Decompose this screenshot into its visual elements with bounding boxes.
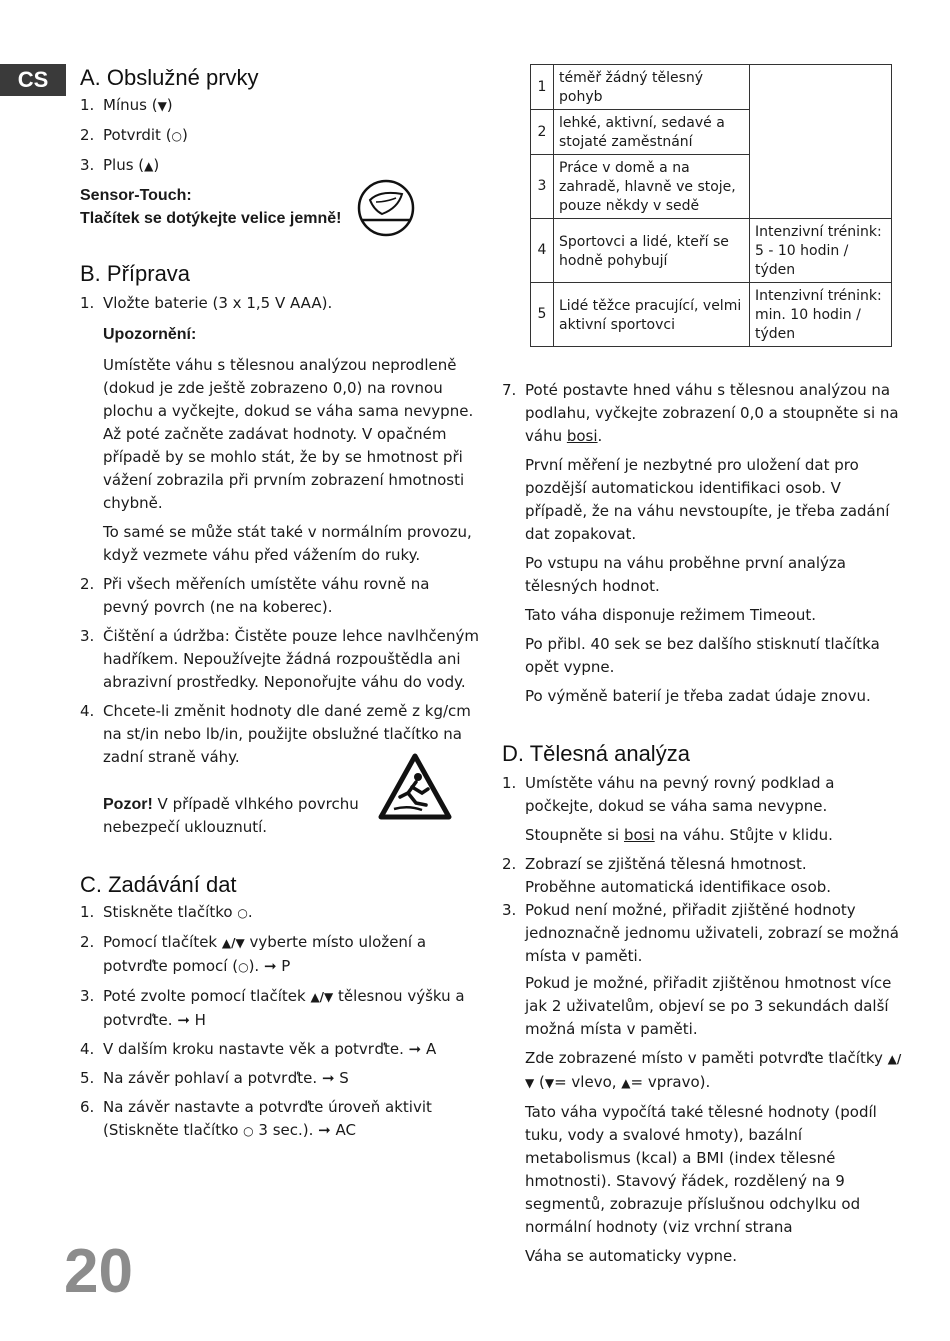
paragraph: Po vstupu na váhu proběhne první analýza tělesných hodnot.: [525, 554, 846, 595]
paragraph: První měření je nezbytné pro uložení dat pro pozdější automatickou identifikaci osob. V případě, že na váhu nevstoupíte, je třeba zadání dat zopakovat.: [525, 456, 890, 543]
paragraph: Proběhne automatická identifikace osob.: [525, 878, 832, 896]
table-row: 2 lehké, aktivní, sedavé a stojaté zaměstnání: [531, 110, 892, 155]
left-column: [80, 64, 480, 1143]
up-down-symbol-icon: ▲/▼: [525, 1052, 902, 1090]
list-item: 7. Poté postavte hned váhu s tělesnou analýzou na podlahu, vyčkejte zobrazení 0,0 a stoupněte si na váhu bosi.: [502, 381, 899, 445]
paragraph: Po přibl. 40 sek se bez dalšího stisknutí tlačítka opět vypne.: [525, 635, 880, 676]
list-item: 1. Mínus (▼): [80, 96, 173, 114]
plus-symbol-icon: ▲: [144, 159, 154, 173]
confirm-symbol-icon: ○: [238, 960, 249, 974]
page-number: 20: [64, 1237, 133, 1306]
touch-sensor-icon: [356, 178, 416, 238]
language-tag: CS: [0, 64, 66, 96]
paragraph: Váha se automaticky vypne.: [525, 1247, 737, 1265]
table-row: 5 Lidé těžce pracující, velmi aktivní sportovci Intenzivní trénink: min. 10 hodin / týden: [531, 283, 892, 347]
paragraph: Tato váha vypočítá také tělesné hodnoty (podíl tuku, vody a svalové hmoty), bazální metabolismus (kcal) a BMI (index tělesné hmotnosti). Stavový řádek, rozdělený na 9 segmentů, zobrazuje příslušnou odchylku od normální hodnoty (viz vrchní strana: [525, 1103, 877, 1236]
table-row: 4 Sportovci a lidé, kteří se hodně pohybují Intenzivní trénink: 5 - 10 hodin / týden: [531, 219, 892, 283]
list-item: 2. Při všech měřeních umístěte váhu rovně na pevný povrch (ne na koberec).: [80, 575, 430, 616]
warning-label: Upozornění:: [103, 326, 197, 343]
slippery-warning-icon: [378, 753, 452, 821]
caution-label: Pozor!: [103, 796, 153, 813]
list-item: 6. Na závěr nastavte a potvrďte úroveň aktivit (Stiskněte tlačítko ○ 3 sec.). ➞ AC: [80, 1098, 432, 1139]
list-item: 3. Čištění a údržba: Čistěte pouze lehce navlhčeným hadříkem. Nepoužívejte žádná rozpouštědla ani abrazivní prostředky. Neponořujte váhu do vody.: [80, 627, 479, 691]
list-item: 5. Na závěr pohlaví a potvrďte. ➞ S: [80, 1069, 349, 1087]
sensor-touch-note: Sensor-Touch: Tlačítek se dotýkejte velice jemně!: [80, 184, 480, 238]
up-down-symbol-icon: ▲/▼: [221, 936, 245, 950]
paragraph: Stoupněte si bosi na váhu. Stůjte v klidu.: [525, 826, 833, 844]
table-row: 1 téměř žádný tělesný pohyb: [531, 65, 892, 110]
minus-symbol-icon: ▼: [157, 99, 167, 113]
paragraph: Tato váha disponuje režimem Timeout.: [525, 606, 816, 624]
list-item: 1. Stiskněte tlačítko ○.: [80, 903, 253, 921]
list-item: 4. V dalším kroku nastavte věk a potvrďte. ➞ A: [80, 1040, 437, 1058]
up-down-symbol-icon: ▲/▼: [310, 990, 334, 1004]
list-item: 2. Potvrdit (○): [80, 126, 188, 144]
activity-level-table: [530, 64, 892, 347]
warning-paragraph: Umístěte váhu s tělesnou analýzou neprodleně (dokud je zde ještě zobrazeno 0,0) na rovnou plochu a vyčkejte, dokud se váha sama nevypne. Až poté začněte zadávat hodnoty. V opačném případě by se mohlo stát, že by se hmotnost při vážení zobrazila při prvním zobrazení hmotnosti chybně.: [103, 356, 474, 512]
section-c-title: C. Zadávání dat: [80, 872, 237, 897]
caution-note: Pozor! V případě vlhkého povrchu nebezpečí uklouznutí.: [80, 793, 480, 839]
confirm-symbol-icon: ○: [243, 1124, 254, 1138]
list-item: 1. Vložte baterie (3 x 1,5 V AAA).: [80, 294, 333, 312]
list-item: 2. Zobrazí se zjištěná tělesná hmotnost.: [502, 855, 807, 873]
warning-paragraph: To samé se může stát také v normálním provozu, když vezmete váhu před vážením do ruky.: [103, 523, 472, 564]
list-item: 1. Umístěte váhu na pevný rovný podklad a počkejte, dokud se váha sama nevypne.: [502, 774, 835, 815]
right-column: [502, 64, 902, 1268]
controls-list: [80, 94, 480, 178]
paragraph: Po výměně baterií je třeba zadat údaje znovu.: [525, 687, 871, 705]
list-item: 2. Pomocí tlačítek ▲/▼ vyberte místo uložení a potvrďte pomocí (○). ➞ P: [80, 933, 427, 975]
list-item: 3. Plus (▲): [80, 156, 160, 174]
section-a-title: A. Obslužné prvky: [80, 65, 259, 90]
list-item: 4. Chcete-li změnit hodnoty dle dané země z kg/cm na st/in nebo lb/in, použijte obslužné tlačítko na zadní straně váhy.: [80, 702, 471, 766]
list-item: 3. Pokud není možné, přiřadit zjištěné hodnoty jednoznačně jednomu uživateli, zobrazí se možná místa v paměti.: [502, 901, 899, 965]
list-item: 3. Poté zvolte pomocí tlačítek ▲/▼ tělesnou výšku a potvrďte. ➞ H: [80, 987, 465, 1029]
plus-symbol-icon: ▲: [621, 1076, 631, 1090]
confirm-symbol-icon: ○: [237, 906, 248, 920]
table-row: 3 Práce v domě a na zahradě, hlavně ve stoje, pouze někdy v sedě: [531, 155, 892, 219]
paragraph: Zde zobrazené místo v paměti potvrďte tlačítky ▲/▼ (▼= vlevo, ▲= vpravo).: [525, 1049, 902, 1091]
confirm-symbol-icon: ○: [171, 129, 183, 143]
paragraph: Pokud je možné, přiřadit zjištěnou hmotnost více jak 2 uživatelům, objeví se po 3 sekundách další možná místa v paměti.: [525, 974, 892, 1038]
section-b-title: B. Příprava: [80, 261, 191, 286]
section-d-title: D. Tělesná analýza: [502, 741, 690, 766]
minus-symbol-icon: ▼: [544, 1076, 555, 1090]
